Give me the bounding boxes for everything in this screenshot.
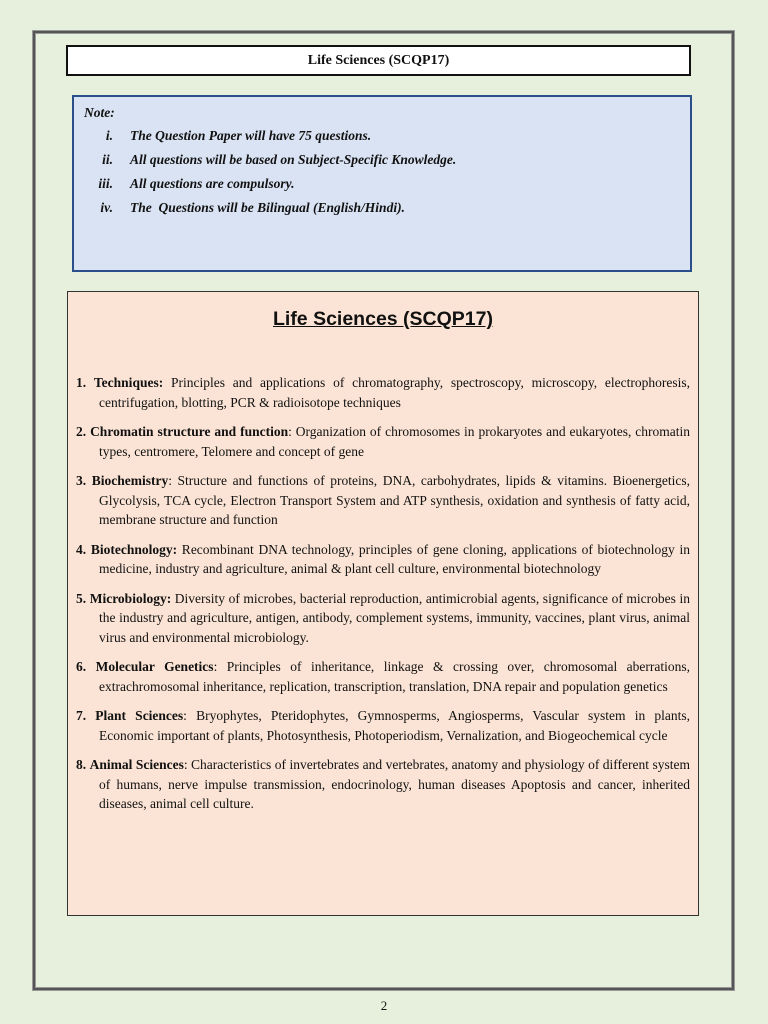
topic-heading: Microbiology: <box>89 590 172 606</box>
topic-heading: Biotechnology: <box>90 541 178 557</box>
topic-number: 8. <box>76 757 87 772</box>
topic-heading: Biochemistry <box>91 473 169 488</box>
topic-body: Diversity of microbes, bacterial reproduction, antimicrobial agents, significance of microbes in the industry and agriculture, antigen, antibody, complement systems, immunity, vaccines, plant virus, animal virus and environmental microbiology. <box>99 590 690 645</box>
note-item <box>84 176 680 200</box>
syllabus-topic <box>76 657 690 696</box>
note-item <box>84 152 680 176</box>
topic-heading: Molecular Genetics <box>95 659 214 674</box>
syllabus-box <box>67 291 699 916</box>
topic-heading: Chromatin structure and function <box>90 424 289 439</box>
note-item <box>84 200 680 224</box>
topic-body: : Principles of inheritance, linkage & crossing over, chromosomal aberrations, extrachromosomal inheritance, replication, transcription, translation, DNA repair and population genetics <box>99 659 691 694</box>
syllabus-topic <box>76 755 690 814</box>
topic-number: 4. <box>76 541 87 557</box>
syllabus-topic <box>76 422 690 461</box>
note-text: All questions are compulsory. <box>130 176 295 191</box>
note-text: The Questions will be Bilingual (English/Hindi). <box>130 200 405 215</box>
note-box <box>72 95 692 272</box>
syllabus-title: Life Sciences (SCQP17) <box>272 308 493 330</box>
topic-heading: Plant Sciences <box>95 708 184 723</box>
note-number: i. <box>105 128 113 143</box>
topic-body: : Organization of chromosomes in prokaryotes and eukaryotes, chromatin types, centromere, Telomere and concept of gene <box>99 424 691 459</box>
topic-heading: Animal Sciences <box>89 757 184 772</box>
topic-number: 6. <box>76 659 87 674</box>
syllabus-topic <box>76 540 690 579</box>
topic-number: 7. <box>76 708 87 723</box>
note-number: iv. <box>100 200 113 215</box>
page-number: 2 <box>380 998 388 1013</box>
topic-body: : Bryophytes, Pteridophytes, Gymnosperms, Angiosperms, Vascular system in plants, Economic important of plants, Photosynthesis, Photoperiodism, Vernalization, and Biogeochemical cycle <box>99 708 690 743</box>
note-text: The Question Paper will have 75 questions. <box>130 128 372 143</box>
syllabus-topic <box>76 373 690 412</box>
note-item <box>84 128 680 152</box>
topic-number: 3. <box>76 473 87 488</box>
syllabus-topic <box>76 589 690 648</box>
topic-number: 5. <box>76 590 87 606</box>
topic-body: : Characteristics of invertebrates and vertebrates, anatomy and physiology of different system of humans, nerve impulse transmission, endocrinology, human diseases Apoptosis and cancer, inherited diseases, animal cell culture. <box>99 757 691 811</box>
topic-heading: Techniques: <box>93 375 164 390</box>
topic-body: Principles and applications of chromatography, spectroscopy, microscopy, electrophoresis, centrifugation, blotting, PCR & radioisotope techniques <box>99 375 691 410</box>
topic-body: Recombinant DNA technology, principles of gene cloning, applications of biotechnology in medicine, industry and agriculture, animal & plant cell culture, environmental biotechnology <box>99 541 690 576</box>
note-label: Note: <box>84 105 115 120</box>
topic-body: : Structure and functions of proteins, DNA, carbohydrates, lipids & vitamins. Bioenergetics, Glycolysis, TCA cycle, Electron Transport System and ATP synthesis, oxidation and synthesis of fatty acid, membrane structure and function <box>99 473 691 527</box>
note-text: All questions will be based on Subject-Specific Knowledge. <box>130 152 457 167</box>
syllabus-topic <box>76 706 690 745</box>
topic-number: 1. <box>76 375 87 390</box>
syllabus-topic <box>76 471 690 530</box>
note-number: iii. <box>98 176 113 191</box>
page-title: Life Sciences (SCQP17) <box>66 45 691 76</box>
note-number: ii. <box>102 152 113 167</box>
topic-number: 2. <box>76 424 87 439</box>
